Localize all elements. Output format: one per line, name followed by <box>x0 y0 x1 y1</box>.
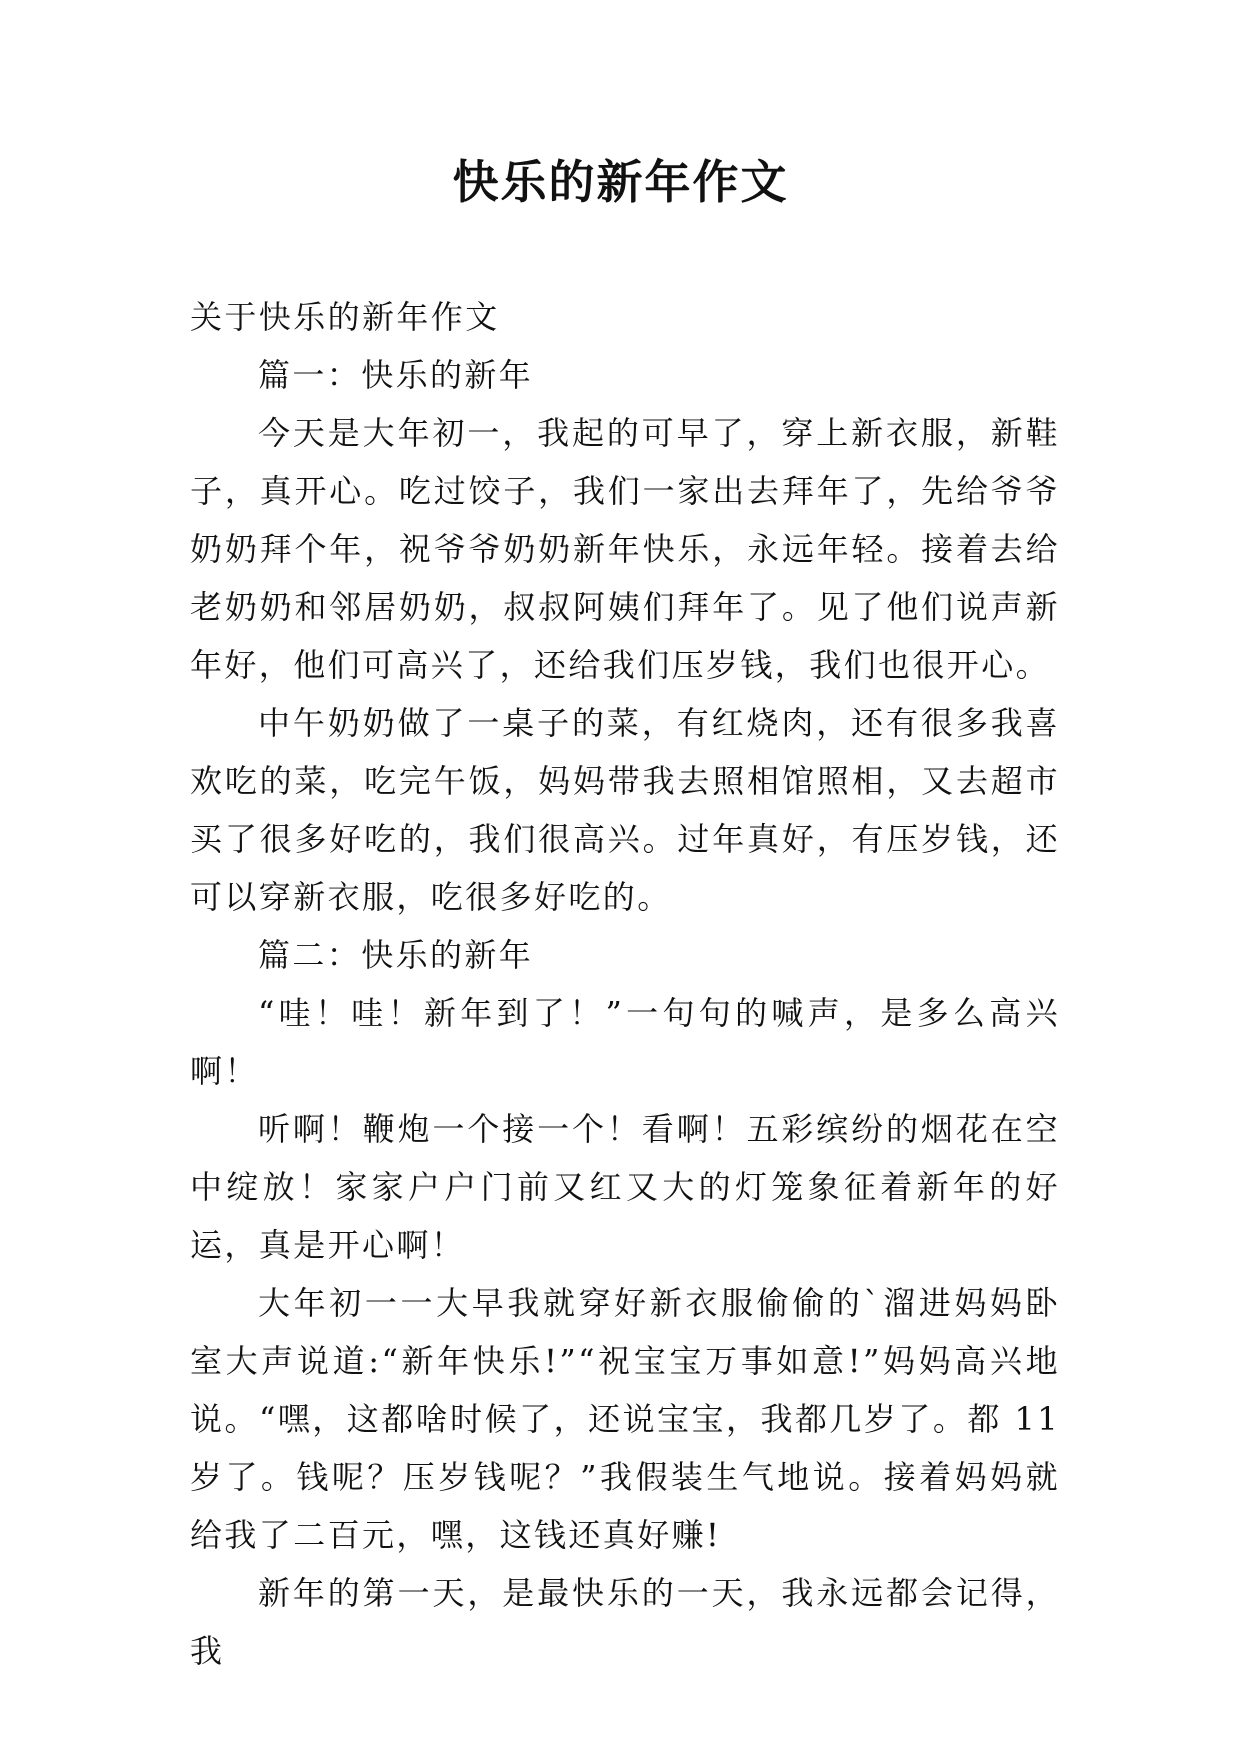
paragraph: 新年的第一天，是最快乐的一天，我永远都会记得，我 <box>190 1574 1060 1670</box>
paragraph: 中午奶奶做了一桌子的菜，有红烧肉，还有很多我喜欢吃的菜，吃完午饭，妈妈带我去照相馆照相，又去超市买了很多好吃的，我们很高兴。过年真好，有压岁钱，还可以穿新衣服，吃很多好吃的。 <box>190 704 1060 916</box>
paragraph-section-heading-2: 篇二：快乐的新年 <box>258 936 534 974</box>
paragraph: “哇！哇！新年到了！”一句句的喊声，是多么高兴啊！ <box>190 994 1060 1090</box>
document-body <box>190 288 1060 1680</box>
paragraph-subtitle: 关于快乐的新年作文 <box>190 298 500 336</box>
paragraph: 大年初一一大早我就穿好新衣服偷偷的`溜进妈妈卧室大声说道:“新年快乐!”“祝宝宝万事如意!”妈妈高兴地说。“嘿，这都啥时候了，还说宝宝，我都几岁了。都 11 岁了。钱呢？压岁钱呢？”我假装生气地说。接着妈妈就给我了二百元，嘿，这钱还真好赚! <box>190 1284 1060 1554</box>
document-title: 快乐的新年作文 <box>452 155 789 209</box>
paragraph-section-heading-1: 篇一：快乐的新年 <box>258 356 534 394</box>
paragraph: 今天是大年初一，我起的可早了，穿上新衣服，新鞋子，真开心。吃过饺子，我们一家出去拜年了，先给爷爷奶奶拜个年，祝爷爷奶奶新年快乐，永远年轻。接着去给老奶奶和邻居奶奶，叔叔阿姨们拜年了。见了他们说声新年好，他们可高兴了，还给我们压岁钱，我们也很开心。 <box>190 414 1060 684</box>
paragraph: 听啊！鞭炮一个接一个！看啊！五彩缤纷的烟花在空中绽放！家家户户门前又红又大的灯笼象征着新年的好运，真是开心啊！ <box>190 1110 1060 1264</box>
